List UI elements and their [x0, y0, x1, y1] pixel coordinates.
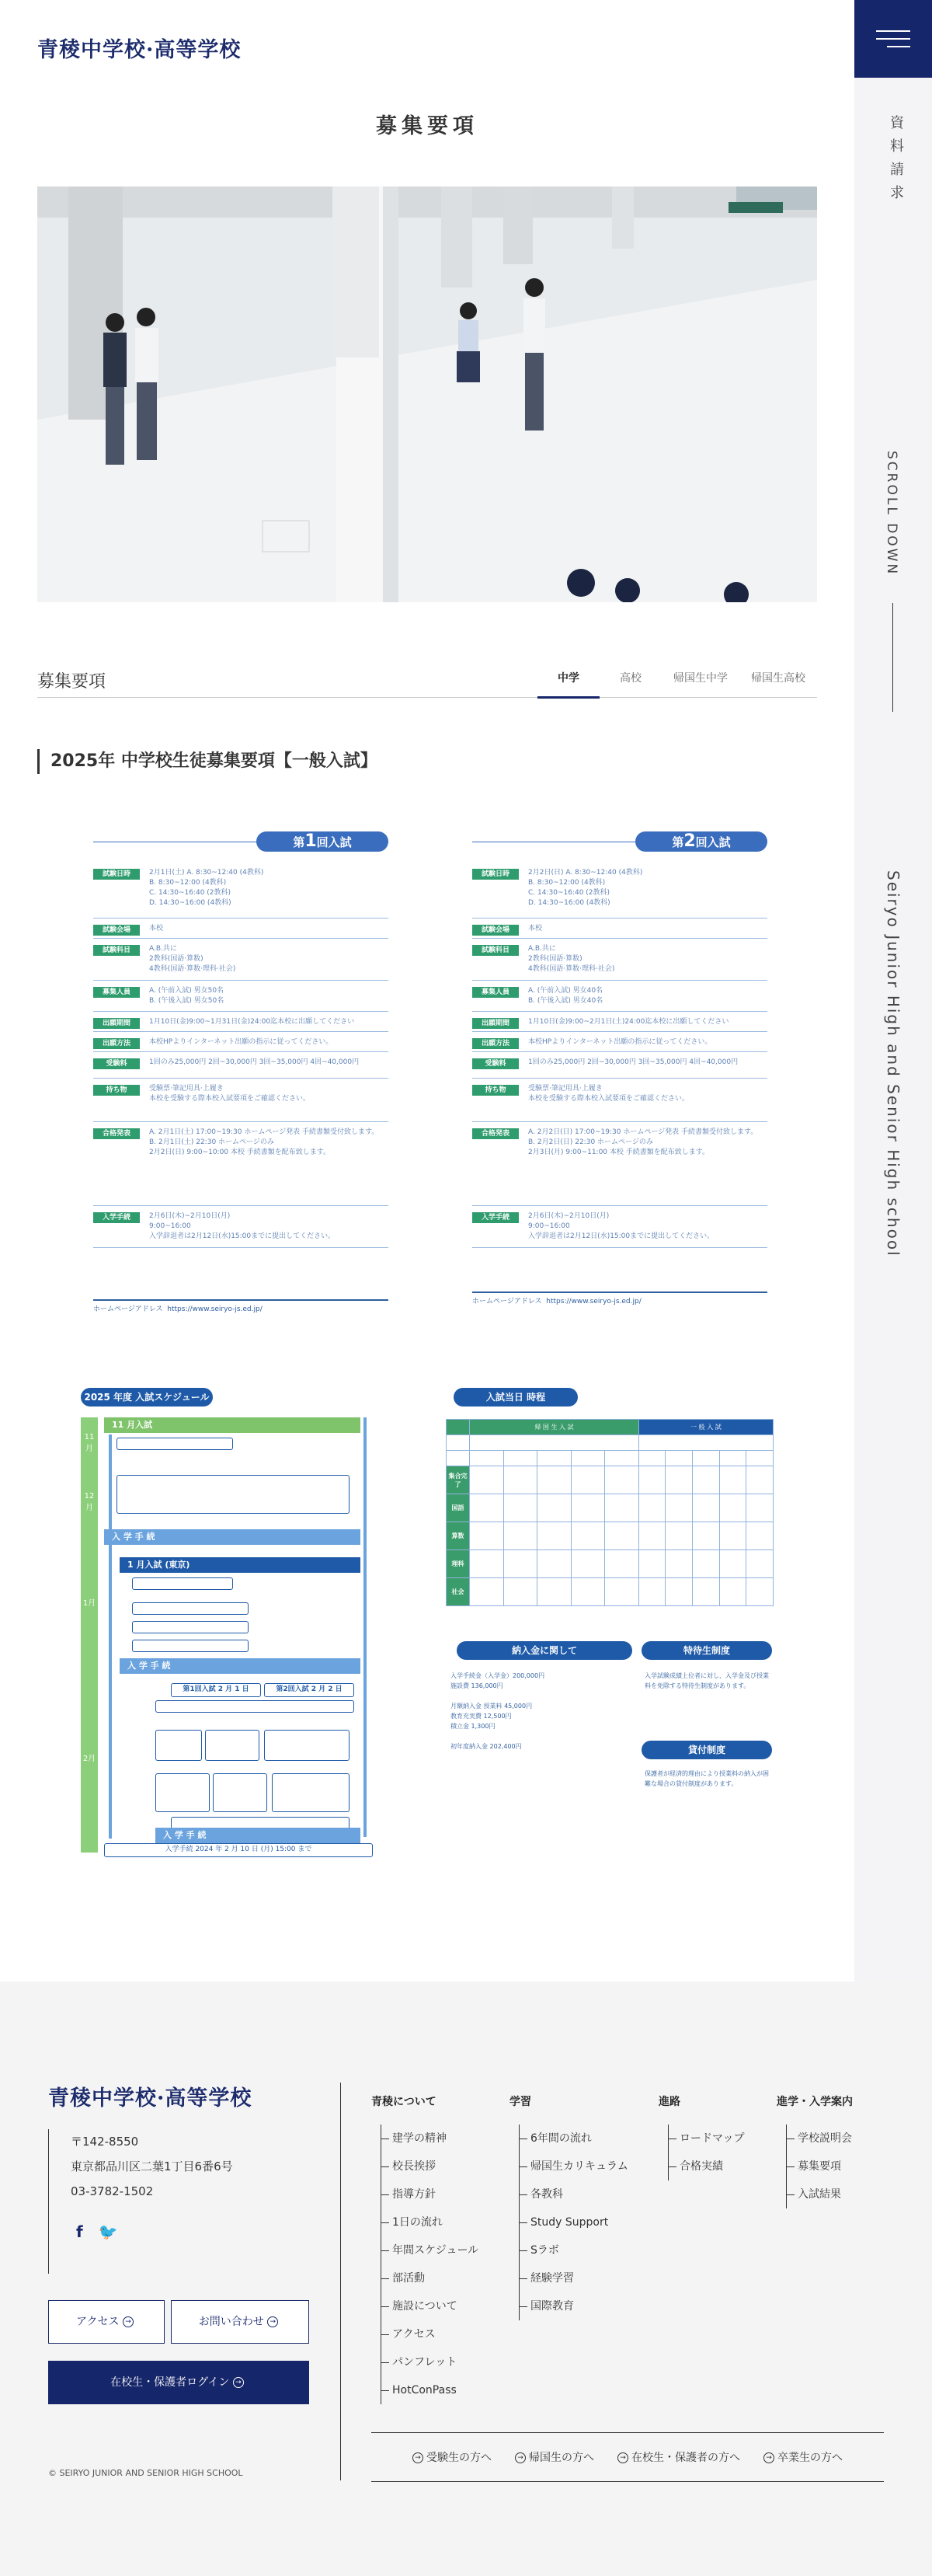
footer-link[interactable]: 合格実績 [680, 2152, 744, 2180]
round1-row-text: 2月1日(土) A. 8:30~12:40 (4教科) B. 8:30~12:00 (4教科) C. 14:30~16:40 (2教科) D. 14:30~16:00 (4教科) [149, 869, 264, 907]
footer-link[interactable]: 学校説明会 [798, 2125, 853, 2152]
footer-link[interactable]: 入試結果 [798, 2180, 853, 2208]
footer-link[interactable]: HotConPass [392, 2376, 478, 2404]
schedule-diagram [81, 1388, 385, 1857]
round1-schedule-box: 第1回入試 2 月 1 日 [171, 1683, 261, 1697]
audience-link[interactable]: → 帰国生の方へ [515, 2449, 594, 2465]
round2-row-text: 本校 [528, 925, 543, 932]
footer-link[interactable]: 1日の流れ [392, 2208, 478, 2236]
footer-link[interactable]: 部活動 [392, 2264, 478, 2292]
nov-enroll-band: 入 学 手 続 [104, 1529, 360, 1545]
footer-col-study: 学習 6年間の流れ 帰国生カリキュラム 各教科 Study Support Sラボ 経験学習 国際教育 [509, 2093, 628, 2320]
feb-box-4 [264, 1730, 350, 1761]
round1-row [93, 984, 388, 1012]
timetable [446, 1419, 774, 1606]
page-title: 募集要項 [376, 114, 478, 138]
audience-link[interactable]: → 卒業生の方へ [763, 2449, 843, 2465]
round1-document [93, 831, 388, 1313]
audience-link[interactable]: → 受験生の方へ [412, 2449, 492, 2465]
loan-text: 保護者が経済的理由により授業料の納入が困難な場合の貸付制度があります。 [645, 1770, 769, 1787]
round2-row-text: 1月10日(金)9:00~2月1日(土)24:00迄本校に出願してください [528, 1018, 729, 1026]
audience-link[interactable]: → 在校生・保護者の方へ [617, 2449, 740, 2465]
scroll-down-label: SCROLL DOWN [884, 451, 899, 577]
round2-row [472, 1125, 767, 1206]
phone-number[interactable]: 03-3782-1502 [71, 2184, 154, 2198]
arrow-circle-icon: → [763, 2452, 774, 2463]
round1-row-text: 本校HPよりインターネット出願の指示に従ってください。 [149, 1038, 333, 1046]
footer-link[interactable]: アクセス [392, 2320, 478, 2348]
round1-row-text: 受験票·筆記用具·上履き 本校を受験する際本校入試要項をご確認ください。 [149, 1085, 311, 1103]
nov-box-1 [116, 1438, 233, 1450]
round1-row-label: 出願期間 [93, 1018, 140, 1029]
month-column: 11月 12月 1月 2月 [81, 1417, 98, 1853]
round2-row-text: A. 2月2日(日) 17:00~19:30 ホームページ発表 手続書類受付致します。 B. 2月2日(日) 22:30 ホームページのみ 2月3日(月) 9:00~11:00 本校 手続書類を配布致します。 [528, 1128, 758, 1156]
round1-row-label: 出願方法 [93, 1038, 140, 1049]
round1-row-text: A. (午前入試) 男女50名 B. (午後入試) 男女50名 [149, 987, 224, 1005]
round2-row-text: 1回のみ25,000円 2回~30,000円 3回~35,000円 4回~40,000円 [528, 1058, 739, 1066]
tab-returnee-junior[interactable]: 帰国生中学 [673, 672, 728, 685]
arrow-circle-icon: → [515, 2452, 526, 2463]
round2-row-text: 2月2日(日) A. 8:30~12:40 (4教科) B. 8:30~12:00 (4教科) C. 14:30~16:40 (2教科) D. 14:30~16:00 (4教科) [528, 869, 643, 907]
footer-col-about: 青稜について 建学の精神 校長挨拶 指導方針 1日の流れ 年間スケジュール 部活動 施設について アクセス パンフレット HotConPass [371, 2093, 478, 2404]
round1-row-label: 入学手続 [93, 1212, 140, 1223]
footer-link[interactable]: ロードマップ [680, 2125, 744, 2152]
fees-text: 入学手続金（入学金）200,000円 施設費 136,000円 月額納入金 授業料 45,000円 教育充実費 12,500円 積立金 1,300円 初年度納入金 202,400円 [450, 1672, 545, 1750]
arrow-circle-icon: → [123, 2316, 134, 2327]
twitter-icon[interactable]: 🐦 [98, 2222, 118, 2241]
feb-box-5 [155, 1773, 210, 1812]
round2-row-label: 出願方法 [472, 1038, 519, 1049]
copyright: © SEIRYO JUNIOR AND SENIOR HIGH SCHOOL [48, 2468, 243, 2478]
arrow-circle-icon: → [412, 2452, 423, 2463]
jan-box-2 [132, 1602, 249, 1615]
footer-link[interactable]: パンフレット [392, 2348, 478, 2376]
footer-link[interactable]: 施設について [392, 2292, 478, 2320]
round2-row-label: 合格発表 [472, 1128, 519, 1139]
round1-row-label: 持ち物 [93, 1085, 140, 1096]
round1-row [93, 866, 388, 919]
fees-title: 納入金に関して [457, 1641, 632, 1660]
schedule-title: 2025 年度 入試スケジュール [81, 1388, 213, 1407]
round1-row-text: 1月10日(金)9:00~1月31日(金)24:00迄本校に出願してください [149, 1018, 355, 1026]
schedule-rail-1 [109, 1434, 112, 1839]
school-logo[interactable]: 青稜中学校·高等学校 [37, 38, 242, 62]
arrow-circle-icon: → [267, 2316, 278, 2327]
round2-row [472, 1035, 767, 1052]
round2-row [472, 1209, 767, 1248]
footer-link[interactable]: 建学の精神 [392, 2125, 478, 2152]
round2-row-text: 本校HPよりインターネット出願の指示に従ってください。 [528, 1038, 712, 1046]
round2-row [472, 1015, 767, 1032]
row-social: 社会 [447, 1578, 470, 1606]
returnee-head: 帰 国 生 入 試 [470, 1420, 639, 1435]
round1-row [93, 1209, 388, 1248]
jan-exam-band: 1 月入試 (東京) [120, 1557, 360, 1573]
round2-title: 第2回入試 [635, 831, 767, 852]
round2-row-label: 出願期間 [472, 1018, 519, 1029]
general-head: 一 般 入 試 [638, 1420, 773, 1435]
round2-row-label: 試験会場 [472, 925, 519, 936]
feb-enroll-band: 入 学 手 続 [155, 1828, 360, 1843]
round1-row-label: 受験料 [93, 1058, 140, 1069]
round2-row [472, 1055, 767, 1079]
footer-link[interactable]: 6年間の流れ [530, 2125, 628, 2152]
footer-divider [340, 2083, 341, 2480]
row-japanese: 国語 [447, 1494, 470, 1522]
scroll-line [892, 603, 893, 712]
round1-row-label: 募集人員 [93, 987, 140, 998]
school-name-vertical: Seiryo Junior High and Senior High school [884, 870, 902, 1257]
facebook-icon[interactable]: f [76, 2222, 83, 2241]
round2-row-label: 試験日時 [472, 869, 519, 880]
round2-document [472, 831, 767, 1305]
round2-row-label: 受験料 [472, 1058, 519, 1069]
round2-row-label: 持ち物 [472, 1085, 519, 1096]
final-enroll-box: 入学手続 2024 年 2 月 10 日 (月) 15:00 まで [104, 1843, 373, 1857]
jan-box-3 [132, 1621, 249, 1633]
footer-link[interactable]: 校長挨拶 [392, 2152, 478, 2180]
round2-schedule-box: 第2回入試 2 月 2 日 [264, 1683, 354, 1697]
hero-photo [37, 186, 817, 602]
footer-col-career: 進路 ロードマップ 合格実績 [659, 2093, 744, 2180]
schedule-rail-2 [363, 1417, 367, 1837]
round1-homepage: ホームページアドレス https://www.seiryo-js.ed.jp/ [93, 1299, 388, 1313]
tab-senior-high[interactable]: 高校 [620, 672, 642, 685]
round2-row [472, 942, 767, 981]
footer-audience-links [371, 2432, 884, 2482]
social-links [76, 2222, 118, 2241]
access-button[interactable]: アクセス → [48, 2300, 165, 2344]
feb-box-6 [213, 1773, 267, 1812]
round2-row-label: 入学手続 [472, 1212, 519, 1223]
footer-address: 〒142-8550 東京都品川区二葉1丁目6番6号 03-3782-1502 [48, 2129, 233, 2274]
loan-title: 貸付制度 [642, 1741, 772, 1759]
nov-exam-band: 11 月入試 [104, 1417, 360, 1433]
jan-box-1 [132, 1577, 233, 1590]
round1-title: 第1回入試 [256, 831, 388, 852]
footer-link[interactable]: Study Support [530, 2208, 628, 2236]
round1-row-label: 合格発表 [93, 1128, 140, 1139]
feb-box-1 [155, 1700, 354, 1713]
round1-row-text: 2月6日(木)~2月10日(月) 9:00~16:00 入学辞退者は2月12日(水)15:00までに提出してください。 [149, 1212, 336, 1240]
round1-row-text: A. 2月1日(土) 17:00~19:30 ホームページ発表 手続書類受付致します。 B. 2月1日(土) 22:30 ホームページのみ 2月2日(日) 9:00~10:00 本校 手続書類を配布致します。 [149, 1128, 379, 1156]
admission-subtitle: 2025年 中学校生徒募集要項【一般入試】 [37, 749, 377, 774]
round1-row-label: 試験会場 [93, 925, 140, 936]
footer-link[interactable]: 経験学習 [530, 2264, 628, 2292]
footer-link[interactable]: 募集要項 [798, 2152, 853, 2180]
round1-row-label: 試験科目 [93, 945, 140, 956]
round1-row-label: 試験日時 [93, 869, 140, 880]
round2-row-text: A.B.共に 2教科(国語·算数) 4教科(国語·算数·理科·社会) [528, 945, 615, 973]
tab-returnee-senior[interactable]: 帰国生高校 [751, 672, 805, 685]
nov-box-2 [116, 1475, 350, 1514]
round1-row [93, 942, 388, 981]
round2-row [472, 866, 767, 919]
round2-row-text: 受験票·筆記用具·上履き 本校を受験する際本校入試要項をご確認ください。 [528, 1085, 690, 1103]
right-rail [854, 78, 932, 1982]
jan-enroll-band: 入 学 手 続 [120, 1658, 360, 1674]
round1-row [93, 1055, 388, 1079]
round2-row-text: A. (午前入試) 男女40名 B. (午後入試) 男女40名 [528, 987, 603, 1005]
round2-row-label: 募集人員 [472, 987, 519, 998]
round1-row [93, 1125, 388, 1206]
footer-link[interactable]: 各教科 [530, 2180, 628, 2208]
footer-link[interactable]: 国際教育 [530, 2292, 628, 2320]
jan-box-4 [132, 1640, 249, 1652]
scholarship-text: 入学試験成績上位者に対し、入学金及び授業料を免除する特待生制度があります。 [645, 1672, 769, 1689]
section-title: 募集要項 [37, 672, 106, 692]
round2-row [472, 1082, 767, 1122]
tab-bar [537, 670, 817, 699]
footer-link[interactable]: 帰国生カリキュラム [530, 2152, 628, 2180]
round2-row [472, 984, 767, 1012]
round2-row-label: 試験科目 [472, 945, 519, 956]
arrow-circle-icon: → [617, 2452, 628, 2463]
footer-logo[interactable]: 青稜中学校·高等学校 [48, 2086, 252, 2111]
round1-row [93, 1035, 388, 1052]
login-button[interactable]: 在校生・保護者ログイン → [48, 2361, 309, 2404]
footer-link[interactable]: 年間スケジュール [392, 2236, 478, 2264]
request-materials-link[interactable]: 資料請求 [888, 115, 904, 208]
scholarship-title: 特待生制度 [642, 1641, 772, 1660]
round2-row [472, 922, 767, 939]
round1-row [93, 922, 388, 939]
footer [0, 1982, 932, 2576]
timetable-section [446, 1388, 774, 1595]
hamburger-icon[interactable] [854, 0, 932, 78]
contact-button[interactable]: お問い合わせ → [171, 2300, 309, 2344]
footer-link[interactable]: Sラボ [530, 2236, 628, 2264]
round1-row-text: 本校 [149, 925, 164, 932]
timetable-title: 入試当日 時程 [454, 1388, 578, 1407]
round1-row-text: A.B.共に 2教科(国語·算数) 4教科(国語·算数·理科·社会) [149, 945, 236, 973]
arrow-circle-icon: → [233, 2377, 244, 2388]
section-header [37, 659, 817, 698]
row-assembly: 集合完了 [447, 1466, 470, 1494]
round1-row [93, 1015, 388, 1032]
feb-box-3 [205, 1730, 259, 1761]
round2-row-text: 2月6日(木)~2月10日(月) 9:00~16:00 入学辞退者は2月12日(水)15:00までに提出してください。 [528, 1212, 715, 1240]
row-math: 算数 [447, 1522, 470, 1550]
row-science: 理科 [447, 1550, 470, 1578]
footer-link[interactable]: 指導方針 [392, 2180, 478, 2208]
round1-row-text: 1回のみ25,000円 2回~30,000円 3回~35,000円 4回~40,000円 [149, 1058, 360, 1066]
footer-col-admission: 進学・入学案内 学校説明会 募集要項 入試結果 [777, 2093, 853, 2208]
feb-box-7 [272, 1773, 350, 1812]
round2-homepage: ホームページアドレス https://www.seiryo-js.ed.jp/ [472, 1291, 767, 1305]
round1-row [93, 1082, 388, 1122]
feb-box-2 [155, 1730, 202, 1761]
tab-junior-high[interactable]: 中学 [537, 670, 600, 699]
